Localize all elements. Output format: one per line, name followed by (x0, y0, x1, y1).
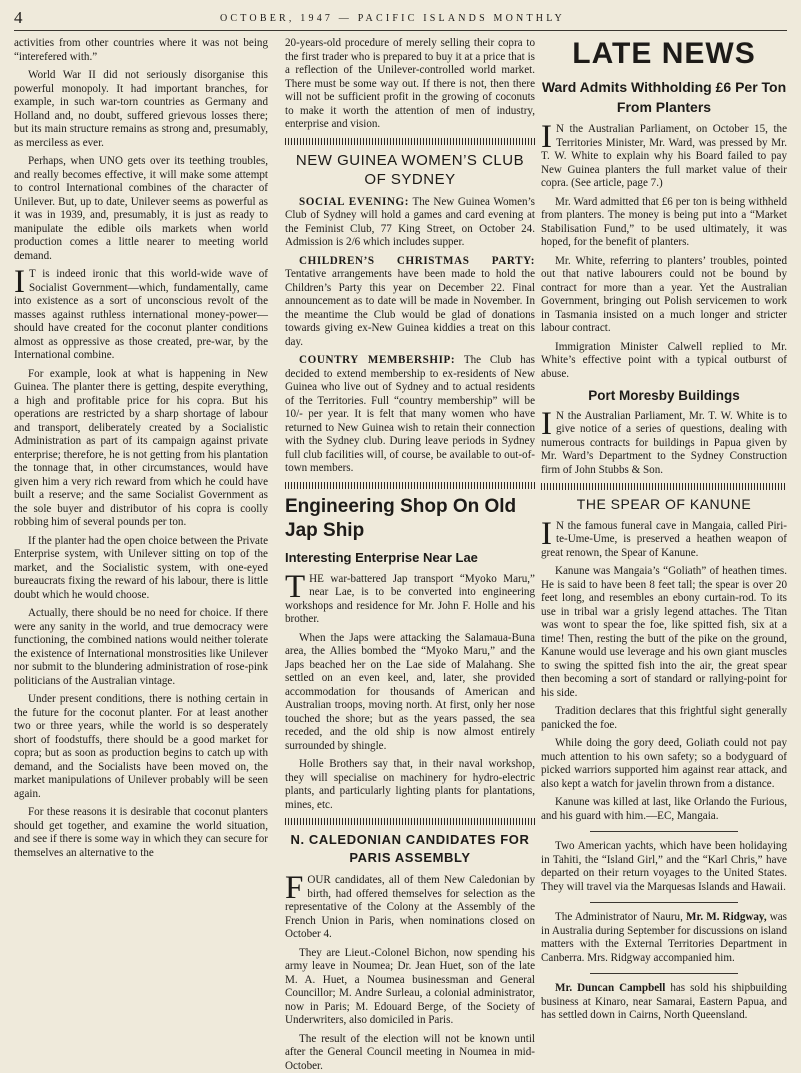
paragraph: For example, look at what is happening in New Guinea. The planter there is getting, despite everything, a high and profitable price for his copra. But his operations are restricted by a sharp shortage of labour and transport, deliberately created by a Socialistic Administration as part of its campaign against private enterprise; therefore, he is not getting from his plantation the tonnage that, in other circumstances, would have given him a very rich reward from which he could have built a reserve; and the same Socialist Government as the sole buyer and distributor of his copra is coolly robbing him of several pounds per ton. (14, 368, 268, 530)
paragraph: Under present conditions, there is nothing certain in the future for the coconut planter. For at least another two or three years, while the world is so desperately short of foodstuffs, there should be a good market for copra; but as soon as production begins to catch up with demand, and the Socialists have been moved on, the market manipulations of Unilever probably will be seen again. (14, 693, 268, 801)
paragraph-text: T is indeed ironic that this world-wide wave of Socialist Government—which, fundamentally, came into existence as a sort of unconscious revolt of the masses against ruthless international money-power—should have created for the coconut planter conditions almost as oppressive as those created, pre-war, by the International combine. (14, 268, 268, 361)
paragraph (541, 410, 787, 478)
paragraph (285, 354, 535, 476)
short-rule (590, 831, 738, 832)
ward-heading: Ward Admits Withholding £6 Per Ton From Planters (541, 77, 787, 117)
engineering-shop-subheading: Interesting Enterprise Near Lae (285, 549, 535, 566)
paragraph-text: N the Australian Parliament, Mr. T. W. White is to give notice of a series of questions, dealing with numerous contracts for buildings in Papua given by Mr. Ward’s Department to the Sydney Construction firm of John Stubbs & Son. (541, 410, 787, 476)
short-rule (590, 973, 738, 974)
paragraph: Two American yachts, which have been holidaying in Tahiti, the “Island Girl,” and the “Karl Chris,” have departed on their return voyages to the United States. They will travel via the Marquesas Islands and Hawaii. (541, 840, 787, 894)
lead-in: SOCIAL EVENING: (299, 196, 409, 208)
paragraph: While doing the gory deed, Goliath could not pay much attention to his own safety; so a bodyguard of picked warriors supported him against rear attack, and also kept a watch for javelin thrown from a distance. (541, 737, 787, 791)
paragraph: Holle Brothers say that, in their naval workshop, they will specialise on machinery for hydro-electric plants, and particularly lighting plants for plantations, mines, etc. (285, 758, 535, 812)
paragraph: Mr. Ward admitted that £6 per ton is being withheld from planters. The money is being put into a “Market Stabilisation Fund,” to be used ultimately, it was hoped, for the benefit of planters. (541, 196, 787, 250)
section-divider (541, 483, 787, 490)
column-middle (285, 37, 535, 1055)
column-right (541, 37, 787, 1055)
page-header (14, 8, 787, 31)
paragraph-text: has sold his shipbuilding business at Kinaro, near Samarai, Eastern Papua, and has settled down in Cairns, North Queensland. (541, 982, 787, 1021)
paragraph: Kanune was Mangaia’s “Goliath” of heathen times. He is said to have been 8 feet tall; the spear is over 20 feet long, and resembles an ebony curtain-rod. To its use in tribal war a grisly legend attaches. The Titan was wont to spear the foe, like spitted fish, six at a time! Then, resting the butt of the pike on the ground, Kanune would use leverage and his own giant muscles to swing the spitted fish into the air, the great spear then becoming a sort of standard or rallying-point for his side. (541, 565, 787, 700)
paragraph: Mr. White, referring to planters’ troubles, pointed out that native labourers could not be bound by contract for more than a year. Yet the Australian Government, bringing out Polish servicemen to work in Tasmania insisted on a much longer and stricter labour contract. (541, 255, 787, 336)
paragraph: When the Japs were attacking the Salamaua-Buna area, the Allies bombed the “Myoko Maru,” and the Japs beached her on the Lae side of Malahang. She settled on an even keel, and, later, she provided accommodation for thousands of American and Australian troops, moving north. At first, only her nose touched the shore; but as the years passed, the sea receded, and the old ship is now almost entirely surrounded by shingle. (285, 632, 535, 754)
paragraph: Immigration Minister Calwell replied to Mr. White’s effective point with a typical outburst of abuse. (541, 341, 787, 382)
drop-cap: I (541, 411, 552, 437)
paragraph: World War II did not seriously disorganise this powerful monopoly. It had important branches, for example, in such war-torn countries as Germany and Holland and, no doubt, suffered grievous losses there; but its main structure remains as strong and, presumably, as merciless as ever. (14, 69, 268, 150)
drop-cap: I (541, 521, 552, 547)
paragraph-text: OUR candidates, all of them New Caledonian by birth, had offered themselves for selection as the representative of the Colony at the Assembly of the French Union in Paris, when nominations closed on October 4. (285, 874, 535, 940)
paragraph-text: Tentative arrangements have been made to hold the Children’s Party this year on December 22. Final announcement as to date will be made in November. In the meantime the Club would be glad of donations towards giving ex-New Guinea kiddies a treat on this day. (285, 268, 535, 348)
paragraph (541, 982, 787, 1023)
paragraph-text: The Administrator of Nauru, (555, 911, 683, 923)
paragraph: If the planter had the open choice between the Private Enterprise system, with Unilever sitting on top of the market, and the Socialistic system, with one-eyed bureaucrats fixing the reward of his labour, there is little doubt which he would choose. (14, 535, 268, 603)
paragraph-text: was in Australia during September for discussions on island matters with the External Territories Department in Canberra. Mrs. Ridgway accompanied him. (541, 911, 787, 964)
paragraph (285, 874, 535, 942)
paragraph: 20-years-old procedure of merely selling their copra to the first trader who is prepared to buy it at a price that is a reflection of the Unilever-controlled world market. There must be some way out. If there is not, then there will not be sufficient profit in the growing of coconuts to make it worth the attention of men of industry, enterprise and vision. (285, 37, 535, 132)
drop-cap: I (541, 124, 552, 150)
page-number: 4 (14, 8, 23, 28)
paragraph (285, 255, 535, 350)
paragraph-text: HE war-battered Jap transport “Myoko Maru,” near Lae, is to be converted into engineering workshops and residence for Mr. John F. Holle and his brother. (285, 573, 535, 626)
person-name: Mr. M. Ridgway, (686, 911, 767, 923)
paragraph: For these reasons it is desirable that coconut planters should get together, and examine the world situation, and see if there is some way in which they can secure for themselves an alternative to the (14, 806, 268, 860)
paragraph (285, 573, 535, 627)
paragraph-text: N the Australian Parliament, on October 15, the Territories Minister, Mr. Ward, was pressed by Mr. T. W. White to explain why his Board failed to pay New Guinea planters the full market value of their copra. (See article, page 7.) (541, 123, 787, 189)
late-news-heading: LATE NEWS (541, 37, 787, 71)
running-title: OCTOBER, 1947 — PACIFIC ISLANDS MONTHLY (220, 13, 565, 24)
port-moresby-heading: Port Moresby Buildings (541, 389, 787, 403)
paragraph (285, 196, 535, 250)
person-name: Mr. Duncan Campbell (555, 982, 665, 994)
paragraph: Tradition declares that this frightful sight generally panicked the foe. (541, 705, 787, 732)
columns (14, 31, 787, 1051)
column-left (14, 37, 268, 1055)
engineering-shop-heading: Engineering Shop On Old Jap Ship (285, 495, 535, 543)
paragraph: Perhaps, when UNO gets over its teething troubles, and really becomes effective, it will make some attempt to control International combines of the character of Unilever. But, up to date, Unilever seems as powerful as it was in 1939, and, presumably, it is just as ready to manipulate the edible oils markets when world production comes a little nearer to meeting world demand. (14, 155, 268, 263)
drop-cap: F (285, 875, 303, 901)
paragraph: The result of the election will not be known until after the General Council meeting in Noumea in mid-October. (285, 1033, 535, 1073)
paragraph (14, 268, 268, 363)
paragraph (541, 911, 787, 965)
lead-in: COUNTRY MEMBERSHIP: (299, 354, 455, 366)
section-divider (285, 818, 535, 825)
ng-womens-club-heading: NEW GUINEA WOMEN’S CLUB OF SYDNEY (285, 151, 535, 189)
paragraph: Actually, there should be no need for choice. If there were any sanity in the world, and true democracy were functioning, the combined nations would neither tolerate the existence of International monstrosities like Unilever nor submit to the blundering administration of rose-pink politicians of the Australian vintage. (14, 607, 268, 688)
paragraph-text: The Club has decided to extend membership to ex-residents of New Guinea who live out of Sydney and to actual residents of the Territories. Full “country membership” will be 10/- per year. It is felt that many women who have returned to New Guinea wish to retain their connection with the Sydney club. During leave periods in Sydney full club facilities will, of course, be available to out-of-town members. (285, 354, 535, 474)
section-divider (285, 138, 535, 145)
paragraph: They are Lieut.-Colonel Bichon, now spending his army leave in Noumea; Dr. Jean Huet, son of the late M. A. Huet, a Noumea businessman and General Councillor; M. Andre Surleau, a colonial administrator, now in Paris; M. Edouard Berge, of the Society of Underwriters, also domiciled in Paris. (285, 947, 535, 1028)
lead-in: CHILDREN’S CHRISTMAS PARTY: (299, 255, 535, 267)
paragraph-text: N the famous funeral cave in Mangaia, called Piri-te-Ume-Ume, is preserved a heathen weapon of great renown, the Spear of Kanune. (541, 520, 787, 559)
drop-cap: I (14, 269, 25, 295)
paragraph-text: The New Guinea Women’s Club of Sydney will hold a games and card evening at the Feminist Club, 77 King Street, on October 24. Admission is 2/6 which includes supper. (285, 196, 535, 249)
drop-cap: T (285, 574, 305, 600)
caledonian-heading: N. CALEDONIAN CANDIDATES FOR PARIS ASSEMBLY (285, 831, 535, 867)
paragraph: Kanune was killed at last, like Orlando the Furious, and his guard with him.—EC, Mangaia. (541, 796, 787, 823)
short-rule (590, 902, 738, 903)
section-divider (285, 482, 535, 489)
paragraph (541, 123, 787, 191)
paragraph: activities from other countries where it was not being “interefered with.” (14, 37, 268, 64)
spear-heading: THE SPEAR OF KANUNE (541, 498, 787, 512)
paragraph (541, 520, 787, 561)
